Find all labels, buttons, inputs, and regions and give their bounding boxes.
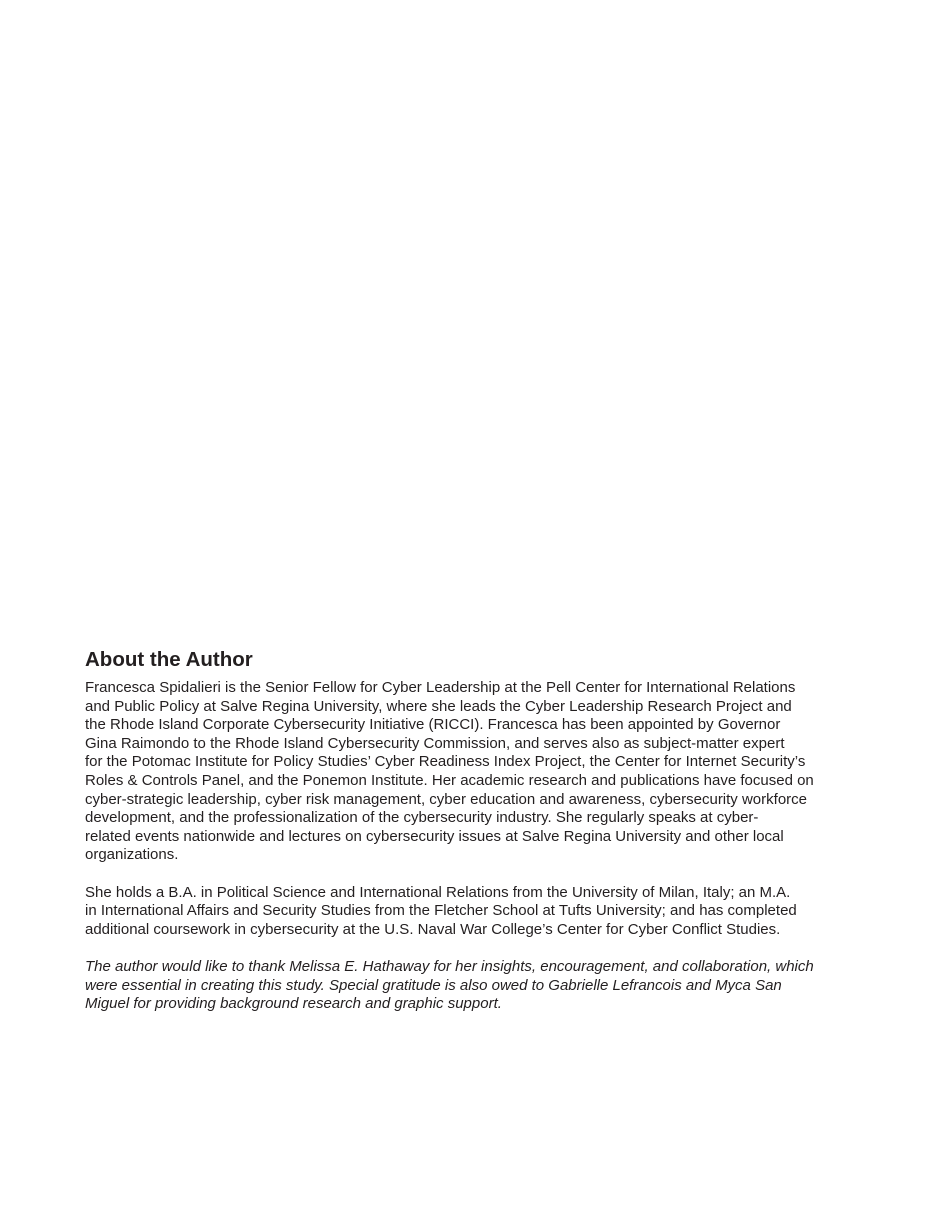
bio-line: related events nationwide and lectures on cybersecurity issues at Salve Regina University and other local (85, 827, 784, 845)
bio-line: Francesca Spidalieri is the Senior Fellow for Cyber Leadership at the Pell Center for International Relations (85, 679, 796, 696)
section-heading: About the Author (85, 648, 253, 671)
bio-line: for the Potomac Institute for Policy Studies’ Cyber Readiness Index Project, the Center for Internet Security’s (85, 753, 806, 771)
bio-line: Roles & Controls Panel, and the Ponemon Institute. Her academic research and publications have focused on (85, 771, 814, 789)
acknowledgement-line: were essential in creating this study. Special gratitude is also owed to Gabrielle Lefrancois and Myca San (85, 976, 782, 994)
acknowledgement-paragraph (85, 958, 855, 1014)
bio-line: the Rhode Island Corporate Cybersecurity Initiative (RICCI). Francesca has been appointed by Governor (85, 716, 781, 734)
bio-line: and Public Policy at Salve Regina University, where she leads the Cyber Leadership Research Project and (85, 697, 792, 715)
education-line: in International Affairs and Security Studies from the Fletcher School at Tufts University; and has completed (85, 902, 797, 920)
education-paragraph (85, 884, 855, 940)
bio-line: cyber-strategic leadership, cyber risk management, cyber education and awareness, cybersecurity workforce (85, 790, 807, 808)
bio-paragraph (85, 679, 855, 865)
bio-line: development, and the professionalization of the cybersecurity industry. She regularly speaks at cyber- (85, 809, 759, 827)
bio-line: organizations. (85, 846, 179, 864)
acknowledgement-line: Miguel for providing background research and graphic support. (85, 995, 502, 1013)
education-line: She holds a B.A. in Political Science and International Relations from the University of Milan, Italy; an M.A. (85, 883, 791, 901)
acknowledgement-line: The author would like to thank Melissa E. Hathaway for her insights, encouragement, and collaboration, which (85, 957, 814, 975)
education-line: additional coursework in cybersecurity at the U.S. Naval War College’s Center for Cyber Conflict Studies. (85, 920, 781, 938)
about-author-section (85, 646, 855, 1014)
bio-line: Gina Raimondo to the Rhode Island Cybersecurity Commission, and serves also as subject-matter expert (85, 734, 785, 752)
